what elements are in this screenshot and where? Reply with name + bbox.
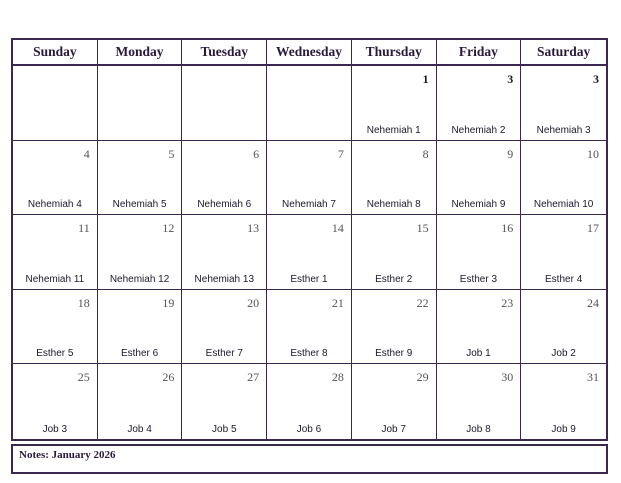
reading-label: Nehemiah 9 [451, 199, 506, 211]
day-number: 24 [587, 295, 599, 310]
reading-label: Esther 8 [290, 348, 328, 360]
day-number: 22 [416, 295, 429, 310]
reading-label: Esther 4 [545, 273, 583, 285]
day-number: 15 [416, 221, 429, 236]
reading-label: Job 9 [551, 423, 576, 435]
reading-label: Job 6 [296, 423, 322, 435]
reading-label: Nehemiah 4 [27, 199, 82, 211]
day-cell [182, 141, 267, 216]
reading-label: Nehemiah 1 [366, 124, 421, 136]
reading-label: Esther 9 [375, 348, 413, 360]
reading-label: Job 3 [42, 423, 68, 435]
day-cell [98, 290, 183, 365]
day-number: 14 [331, 221, 344, 236]
day-cell [352, 364, 437, 439]
day-number: 31 [587, 370, 599, 385]
day-cell [437, 66, 522, 141]
day-cell [521, 290, 606, 365]
reading-label: Nehemiah 12 [109, 273, 170, 285]
day-number: 11 [78, 221, 90, 236]
weekday-header: Saturday [521, 40, 606, 66]
weekday-header: Sunday [13, 40, 98, 66]
day-cell [98, 215, 183, 290]
day-number: 25 [77, 370, 90, 385]
day-number: 27 [247, 370, 260, 385]
day-cell [521, 364, 606, 439]
day-cell [352, 141, 437, 216]
day-cell [437, 215, 522, 290]
day-number: 30 [501, 370, 514, 385]
day-number: 3 [507, 72, 514, 86]
day-cell [98, 66, 183, 141]
reading-label: Job 2 [551, 348, 576, 360]
day-number: 6 [253, 146, 260, 161]
day-number: 1 [422, 72, 429, 86]
notes-label: Notes: January 2026 [19, 449, 116, 461]
weekday-header: Friday [437, 40, 522, 66]
day-cell [267, 215, 352, 290]
weekday-header: Tuesday [182, 40, 267, 66]
reading-label: Esther 2 [375, 273, 413, 285]
day-cell [352, 66, 437, 141]
day-cell [267, 290, 352, 365]
reading-label: Esther 3 [459, 273, 498, 285]
day-number: 5 [168, 146, 175, 161]
reading-label: Nehemiah 11 [25, 273, 85, 285]
day-cell [13, 66, 98, 141]
day-number: 12 [162, 221, 175, 236]
reading-label: Job 8 [466, 423, 491, 435]
day-cell [521, 141, 606, 216]
day-cell [267, 364, 352, 439]
reading-label: Job 7 [381, 423, 406, 435]
reading-label: Esther 5 [36, 348, 74, 360]
reading-label: Nehemiah 13 [194, 273, 255, 285]
day-cell [521, 215, 606, 290]
day-number: 23 [501, 295, 514, 310]
day-number: 26 [162, 370, 175, 385]
day-cell [521, 66, 606, 141]
day-cell [352, 290, 437, 365]
day-number: 9 [507, 146, 514, 161]
reading-label: Nehemiah 5 [112, 199, 167, 211]
reading-label: Esther 7 [205, 348, 243, 360]
day-cell [267, 141, 352, 216]
day-cell [13, 141, 98, 216]
day-cell [13, 290, 98, 365]
day-cell [352, 215, 437, 290]
reading-label: Nehemiah 6 [197, 199, 252, 211]
reading-label: Nehemiah 7 [282, 199, 336, 211]
day-number: 19 [162, 295, 175, 310]
weekday-header: Wednesday [267, 40, 352, 66]
reading-label: Job 4 [127, 423, 152, 435]
day-number: 28 [331, 370, 344, 385]
day-number: 18 [77, 295, 90, 310]
notes-box [11, 444, 608, 474]
day-number: 20 [247, 295, 260, 310]
day-cell [437, 141, 522, 216]
reading-label: Esther 1 [290, 273, 328, 285]
weekday-header: Monday [98, 40, 183, 66]
day-number: 29 [416, 370, 429, 385]
reading-label: Nehemiah 10 [533, 199, 594, 211]
day-cell [267, 66, 352, 141]
reading-label: Nehemiah 8 [366, 199, 421, 211]
day-number: 21 [331, 295, 344, 310]
day-cell [98, 364, 183, 439]
day-number: 3 [593, 72, 599, 86]
day-number: 16 [501, 221, 514, 236]
day-cell [182, 364, 267, 439]
reading-label: Job 1 [466, 348, 491, 360]
day-number: 4 [83, 146, 90, 161]
day-number: 13 [247, 221, 260, 236]
day-cell [437, 364, 522, 439]
day-number: 17 [587, 221, 599, 236]
day-cell [13, 215, 98, 290]
reading-label: Nehemiah 2 [451, 124, 506, 136]
day-number: 8 [422, 146, 429, 161]
day-cell [98, 141, 183, 216]
day-cell [13, 364, 98, 439]
calendar-grid [11, 38, 608, 441]
day-number: 10 [587, 146, 599, 161]
day-cell [182, 215, 267, 290]
day-cell [182, 66, 267, 141]
weekday-header: Thursday [352, 40, 437, 66]
day-number: 7 [337, 146, 344, 161]
reading-label: Esther 6 [120, 348, 159, 360]
day-cell [182, 290, 267, 365]
reading-label: Nehemiah 3 [536, 124, 591, 136]
reading-label: Job 5 [212, 423, 237, 435]
day-cell [437, 290, 522, 365]
